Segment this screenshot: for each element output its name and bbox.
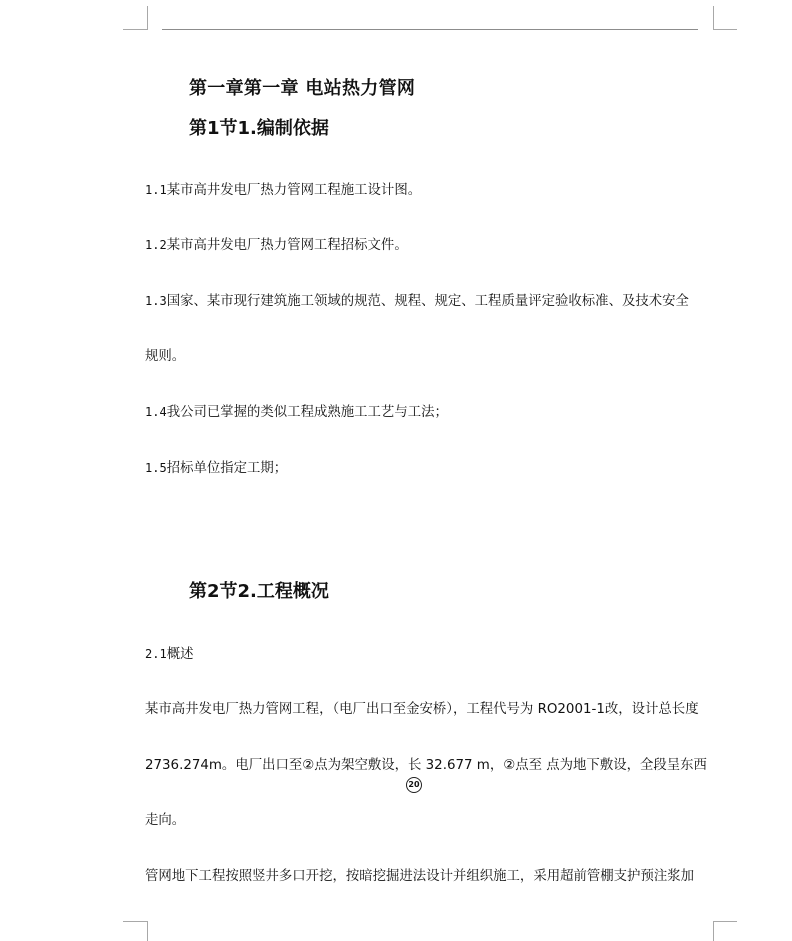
subsection-heading [145,645,193,664]
section-1-title: 第1节1.编制依据 [189,118,329,139]
page-number-badge: 20 [406,777,422,793]
crop-mark-bottom-right-v [713,921,714,941]
paragraph-line: 某市高井发电厂热力管网工程，（电厂出口至金安桥），工程代号为 RO2001-1改，设计总长度 [145,702,699,717]
paragraph-line: 2736.274m。电厂出口至②点为架空敷设，长 32.677 m，②点至 点为地下敷设，全段呈东西 [145,758,707,773]
crop-mark-top-left-h [123,29,147,30]
list-item [145,181,421,200]
paragraph-line: 管网地下工程按照竖井多口开挖，按暗挖掘进法设计并组织施工，采用超前管棚支护预注浆加 [145,869,695,884]
list-item [145,459,287,478]
item-text: 某市高井发电厂热力管网工程招标文件。 [166,238,408,253]
item-text: 规则。 [145,349,186,364]
section-2-title: 第2节2.工程概况 [189,581,329,602]
item-number: 1.2 [145,238,167,252]
item-number: 1.3 [145,294,167,308]
item-number: 1.5 [145,461,167,475]
item-number: 1.4 [145,405,167,419]
list-item [145,292,689,311]
crop-mark-top-right-v [713,6,714,30]
list-item [145,236,408,255]
crop-mark-top-right-h [713,29,737,30]
item-text: 国家、某市现行建筑施工领域的规范、规程、规定、工程质量评定验收标准、及技术安全 [166,294,689,309]
crop-mark-bottom-left-h [123,921,147,922]
list-item-continuation [145,348,185,366]
crop-mark-bottom-right-h [713,921,737,922]
list-item [145,403,448,422]
subsection-number: 2.1 [145,647,167,661]
crop-mark-top-left-v [147,6,148,30]
header-rule [162,29,698,30]
item-number: 1.1 [145,183,167,197]
paragraph-line: 走向。 [145,813,186,828]
crop-mark-bottom-left-v [147,921,148,941]
item-text: 某市高井发电厂热力管网工程施工设计图。 [166,183,422,198]
item-text: 招标单位指定工期； [166,461,288,476]
item-text: 我公司已掌握的类似工程成熟施工工艺与工法； [166,405,448,420]
subsection-text: 概述 [166,647,194,662]
chapter-title: 第一章第一章 电站热力管网 [189,78,416,99]
